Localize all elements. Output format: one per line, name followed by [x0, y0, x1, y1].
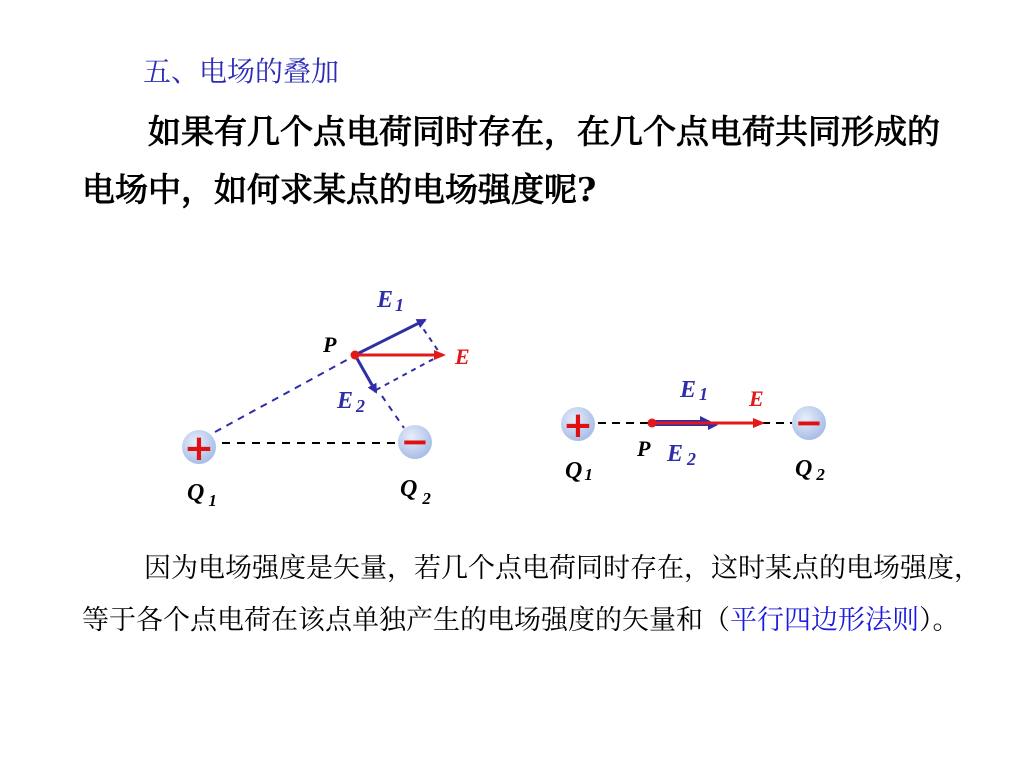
right-label-e2	[666, 441, 696, 469]
left-diagram	[182, 287, 470, 510]
left-label-e1	[376, 287, 404, 315]
left-label-q2-sub: 2	[422, 489, 431, 508]
right-label-q2-sub: 2	[816, 465, 825, 484]
left-dashed-q1-p	[215, 356, 354, 432]
conclusion-paragraph	[82, 543, 982, 647]
left-parallelogram-side-1	[418, 321, 441, 355]
left-positive-sign: +	[183, 428, 215, 469]
superposition-diagrams	[0, 270, 1024, 530]
left-label-e: E	[455, 344, 470, 369]
left-label-e1-main: E	[377, 287, 394, 313]
left-point-p	[351, 351, 360, 360]
left-label-p: P	[323, 332, 337, 357]
right-label-e2-sub: 2	[687, 449, 697, 469]
section-heading: 五、电场的叠加	[143, 55, 340, 88]
right-label-e1	[679, 377, 708, 404]
left-label-q2-main: Q	[400, 476, 418, 502]
conclusion-text: 因为电场强度是矢量，若几个点电荷同时存在，这时某点的电场强度，等于各个点电荷在该点单独产生的电场强度的矢量和（	[82, 553, 981, 636]
right-label-e1-main: E	[680, 377, 697, 403]
left-negative-sign: −	[400, 422, 430, 462]
right-label-e: E	[749, 386, 764, 411]
right-negative-sign: −	[794, 403, 824, 443]
left-vector-e2	[355, 355, 376, 392]
left-label-e2	[336, 388, 365, 416]
conclusion-ending: ）。	[919, 605, 960, 636]
right-label-q1-sub: 1	[584, 465, 593, 484]
left-parallelogram-side-2	[376, 355, 441, 390]
right-label-q2	[795, 456, 825, 484]
intro-paragraph	[82, 103, 962, 219]
right-label-q1-main: Q	[565, 458, 583, 484]
right-label-e1-sub: 1	[699, 384, 709, 404]
left-label-q1	[187, 480, 217, 510]
right-positive-sign: +	[562, 405, 594, 446]
left-label-q1-main: Q	[187, 480, 205, 506]
right-diagram	[561, 377, 826, 484]
left-label-e2-main: E	[337, 388, 354, 414]
left-label-e2-sub: 2	[356, 396, 366, 416]
right-point-p	[648, 419, 657, 428]
right-label-e2-main: E	[667, 441, 684, 467]
intro-text: 如果有几个点电荷同时存在，在几个点电荷共同形成的电场中，如何求某点的电场强度呢?	[82, 112, 940, 209]
left-label-e1-sub: 1	[395, 295, 405, 315]
left-vector-e1	[355, 320, 425, 355]
right-label-q1	[565, 458, 593, 484]
right-label-q2-main: Q	[795, 456, 813, 482]
left-label-q1-sub: 1	[208, 491, 217, 510]
parallelogram-rule-highlight: 平行四边形法则	[730, 605, 919, 636]
right-label-p: P	[637, 436, 651, 461]
left-label-q2	[400, 476, 431, 508]
